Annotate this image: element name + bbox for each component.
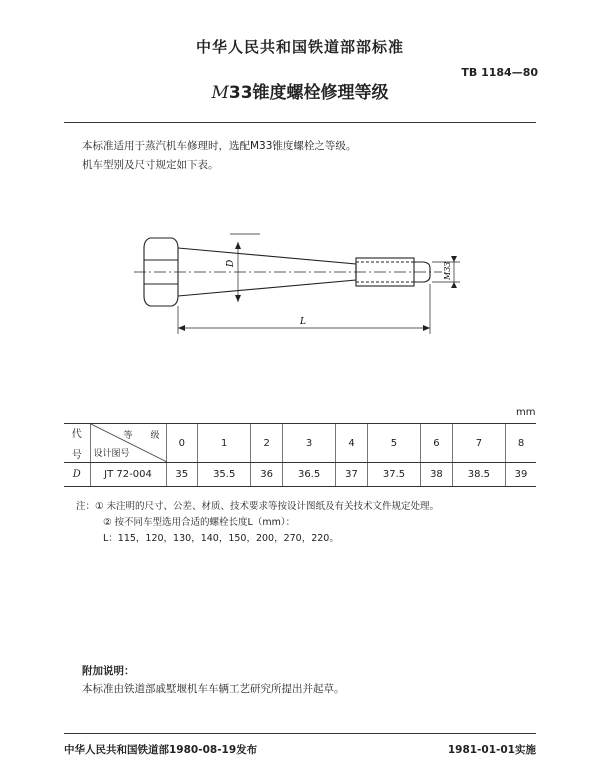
grade-7: 7 xyxy=(452,424,505,463)
l-arrow-left xyxy=(178,325,185,331)
header-grade-label: 等 级 xyxy=(123,431,160,441)
appendix-heading: 附加说明： xyxy=(82,665,135,677)
grade-4: 4 xyxy=(336,424,368,463)
issue-date: 中华人民共和国铁道部1980-08-19发布 xyxy=(64,744,258,756)
value-grade-7: 38.5 xyxy=(452,463,505,487)
note-2: ② 按不同车型选用合适的螺栓长度L（mm）： xyxy=(103,517,296,528)
d-arrow-top xyxy=(235,242,241,249)
table-header-row xyxy=(64,424,536,463)
row-code: D xyxy=(64,463,90,487)
row-drawing-number: JT 72-004 xyxy=(90,463,166,487)
value-grade-5: 37.5 xyxy=(367,463,420,487)
d-arrow-bottom xyxy=(235,295,241,302)
value-grade-0: 35 xyxy=(166,463,198,487)
header-diagonal-cell xyxy=(90,424,166,463)
value-grade-6: 38 xyxy=(421,463,453,487)
label-l: L xyxy=(300,317,306,327)
value-grade-2: 36 xyxy=(251,463,283,487)
label-d: D xyxy=(226,259,236,267)
grade-3: 3 xyxy=(282,424,335,463)
value-grade-1: 35.5 xyxy=(198,463,251,487)
grade-8: 8 xyxy=(506,424,536,463)
note-3: L：115，120，130，140，150，200，270，220。 xyxy=(103,533,339,544)
footer-divider xyxy=(64,733,536,734)
header-code-top: 代 xyxy=(71,429,82,440)
m33-arrow-bottom xyxy=(451,282,457,288)
title-rest: 33锥度螺栓修理等级 xyxy=(228,83,389,103)
appendix-text: 本标准由铁道部戚墅堰机车车辆工艺研究所提出并起草。 xyxy=(82,683,345,695)
effective-date: 1981-01-01实施 xyxy=(447,744,536,756)
value-grade-3: 36.5 xyxy=(282,463,335,487)
grade-0: 0 xyxy=(166,424,198,463)
grade-2: 2 xyxy=(251,424,283,463)
l-arrow-right xyxy=(423,325,430,331)
intro-line-1: 本标准适用于蒸汽机车修理时，选配M33锥度螺栓之等级。 xyxy=(82,140,357,152)
label-m33: M33 xyxy=(443,261,452,280)
grade-table xyxy=(64,423,536,487)
grade-6: 6 xyxy=(421,424,453,463)
standard-number: TB 1184—80 xyxy=(461,66,538,79)
intro-line-2: 机车型别及尺寸规定如下表。 xyxy=(82,159,219,171)
bolt-drawing xyxy=(120,222,480,347)
header-divider xyxy=(64,122,536,123)
m33-arrow-top xyxy=(451,256,457,262)
value-grade-8: 39 xyxy=(506,463,536,487)
table-row-d xyxy=(64,463,536,487)
grade-1: 1 xyxy=(198,424,251,463)
header-design-label: 设计图号 xyxy=(93,449,130,459)
table-unit: mm xyxy=(516,407,536,418)
value-grade-4: 37 xyxy=(336,463,368,487)
note-1: 注：① 未注明的尺寸、公差、材质、技术要求等按设计图纸及有关技术文件规定处理。 xyxy=(76,501,440,512)
issuing-organization: 中华人民共和国铁道部部标准 xyxy=(195,38,404,56)
title-m-prefix: M xyxy=(211,83,229,103)
document-title xyxy=(0,78,600,103)
grade-5: 5 xyxy=(367,424,420,463)
header-code-bottom: 号 xyxy=(71,450,82,461)
header-code-cell xyxy=(64,424,90,463)
